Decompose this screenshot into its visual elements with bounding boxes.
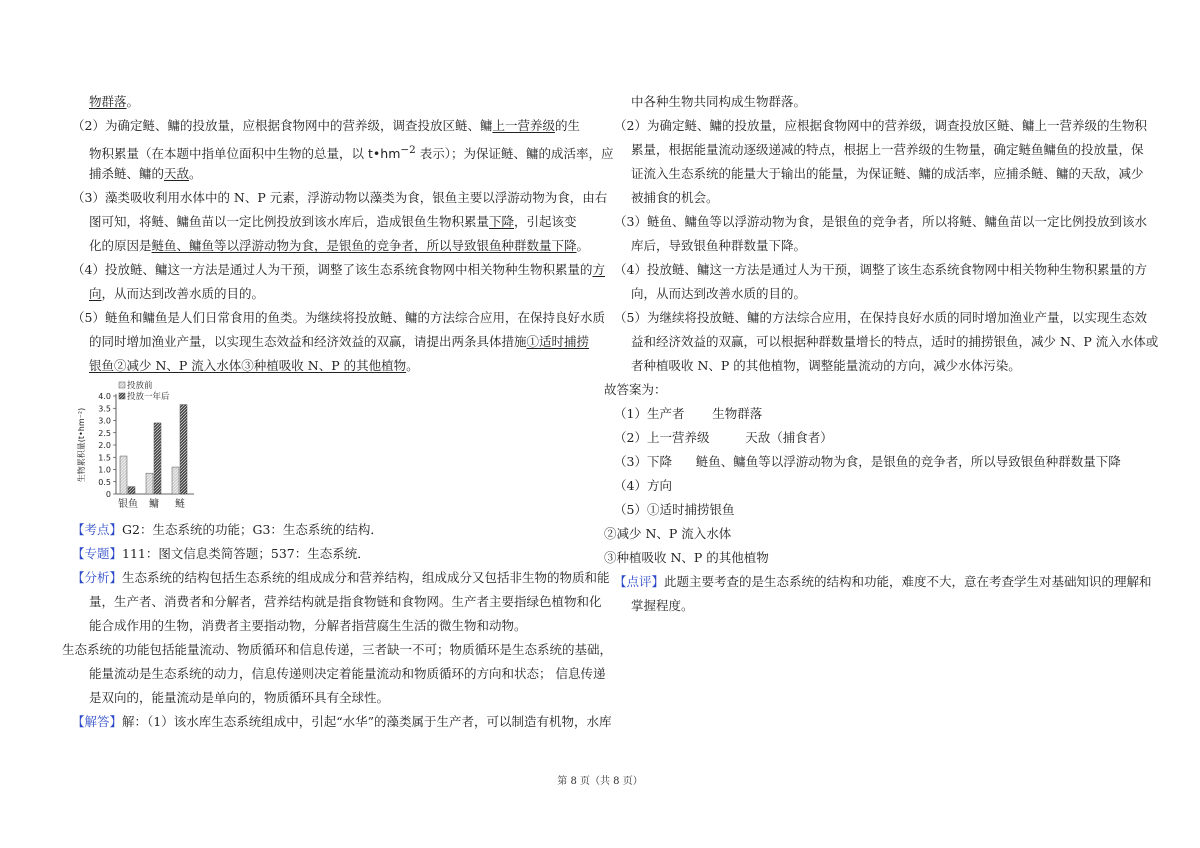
y-tick-label: 2.0 (98, 441, 111, 450)
q2-line-2: 物积累量（在本题中指单位面积中生物的总量，以 $t•hm^{-2}$ 表示）；为保证鲢、鳙的成活率，应 (89, 144, 614, 162)
bar-after (128, 487, 135, 494)
answer-blank: 上一营养级 (492, 118, 555, 133)
x-category-label: 银鱼 (118, 499, 138, 510)
answer-2: （2）上一营养级 天敌（捕食者） (614, 430, 833, 445)
r2-line-3: 证流入生态系统的能量大于输出的能量，为保证鲢、鳙的成活率，应捕杀鲢、鳙的天敌，减少 (631, 166, 1144, 181)
function-line-1: 生态系统的功能包括能量流动、物质循环和信息传递，三者缺一不可；物质循环是生态系统的基础， (62, 642, 613, 657)
q4-line-1: （4）投放鲢、鳙这一方法是通过人为干预，调整了该生态系统食物网中相关物种生物积累量的方 (72, 262, 605, 277)
q2-line-3: 捕杀鲢、鳙的天敌。 (89, 166, 202, 181)
q3-line-2: 图可知，将鲢、鳙鱼苗以一定比例投放到该水库后，造成银鱼生物积累量下降，引起该变 (89, 214, 577, 229)
r5-line-1: （5）为继续将投放鲢、鳙的方法综合应用，在保持良好水质的同时增加渔业产量，以实现生态效 (614, 310, 1147, 325)
r2-line-1: （2）为确定鲢、鳙的投放量，应根据食物网中的营养级，调查投放区鲢、鳙上一营养级的生物积 (614, 118, 1147, 133)
answer-blank: 方 (592, 262, 605, 277)
y-tick-label: 3.0 (98, 416, 111, 426)
function-line-3: 是双向的，能量流动是单向的，物质循环具有全球性。 (89, 690, 390, 705)
bar-after (154, 423, 161, 494)
fenxi-line-2: 量，生产者、消费者和分解者，营养结构就是指食物链和食物网。生产者主要指绿色植物和化 (89, 594, 602, 609)
x-category-label: 鳙 (149, 499, 159, 510)
kaodian-tag: 【考点】 (72, 522, 123, 537)
y-tick-label: 0 (105, 490, 111, 499)
jieda-line: 【解答】解：（1）该水库生态系统组成中，引起“水华”的藻类属于生产者，可以制造有机物，水库 (72, 714, 612, 729)
dianping-tag: 【点评】 (614, 574, 665, 589)
answer-heading: 故答案为： (604, 382, 667, 397)
r2-line-4: 被捕食的机会。 (631, 190, 719, 205)
x-category-label: 鲢 (175, 499, 185, 510)
paragraph-1-continuation: 物群落。 (89, 94, 140, 109)
q5-line-3: 银鱼②减少 N、P 流入水体③种植吸收 N、P 的其他植物。 (89, 358, 419, 373)
r2-line-2: 累量，根据能量流动逐级递减的特点，根据上一营养级的生物量，确定鲢鱼鳙鱼的投放量，保 (631, 142, 1144, 157)
r3-line-2: 库后，导致银鱼种群数量下降。 (631, 238, 807, 253)
legend-swatch (119, 382, 125, 388)
y-tick-label: 4.0 (98, 392, 111, 401)
answer-1: （1）生产者 生物群落 (614, 406, 763, 421)
fenxi-line-1: 【分析】生态系统的结构包括生态系统的组成成分和营养结构，组成成分又包括非生物的物质和能 (72, 570, 610, 585)
y-tick-label: 0.5 (98, 477, 111, 487)
answer-blank: 向 (89, 286, 102, 301)
q2-line-1: （2）为确定鲢、鳙的投放量，应根据食物网中的营养级，调查投放区鲢、鳙上一营养级的生 (72, 118, 580, 133)
jieda-tag: 【解答】 (72, 714, 123, 729)
r4-line-1: （4）投放鲢、鳙这一方法是通过人为干预，调整了该生态系统食物网中相关物种生物积累量的方 (614, 262, 1147, 277)
y-tick-label: 3.5 (98, 404, 111, 414)
dianping-line-2: 掌握程度。 (631, 598, 694, 613)
answer-blank: ①适时捕捞 (526, 334, 590, 349)
r3-line-1: （3）鲢鱼、鳙鱼等以浮游动物为食，是银鱼的竞争者，所以将鲢、鳙鱼苗以一定比例投放到该水 (614, 214, 1147, 229)
answer-4: （4）方向 (614, 478, 672, 493)
answer-blank: 下降 (489, 214, 515, 229)
zhuanti-line: 【专题】111：图文信息类简答题；537：生态系统． (72, 546, 370, 561)
legend-label: 投放一年后 (127, 392, 170, 402)
bar-before (172, 467, 179, 494)
bar-after (180, 405, 187, 494)
zhuanti-tag: 【专题】 (72, 546, 123, 561)
fenxi-tag: 【分析】 (72, 570, 123, 585)
legend-label: 投放前 (127, 381, 153, 391)
legend-swatch (119, 393, 125, 399)
answer-blank: 银鱼②减少 N、P 流入水体③种植吸收 N、P 的其他植物 (89, 358, 407, 373)
function-line-2: 能量流动是生态系统的动力，信息传递则决定着能量流动和物质循环的方向和状态； 信息传递 (89, 666, 606, 681)
y-tick-label: 1.0 (98, 465, 111, 475)
answer-5: （5）①适时捕捞银鱼 (614, 502, 735, 517)
q3-line-1: （3）藻类吸收利用水体中的 N、P 元素，浮游动物以藻类为食，银鱼主要以浮游动物为食，由右 (72, 190, 608, 205)
q5-line-1: （5）鲢鱼和鳙鱼是人们日常食用的鱼类。为继续将投放鲢、鳙的方法综合应用，在保持良好水质 (72, 310, 605, 325)
answer-5c: ③种植吸收 N、P 的其他植物 (604, 550, 769, 565)
bar-before (120, 456, 127, 494)
page-footer: 第 8 页（共 8 页） (557, 776, 643, 787)
r1-line: 中各种生物共同构成生物群落。 (631, 94, 807, 109)
y-tick-label: 2.5 (98, 428, 111, 438)
y-axis-label: 生物累积量(t•hm⁻²) (77, 407, 86, 483)
r5-line-3: 者种植吸收 N、P 的其他植物，调整能量流动的方向，减少水体污染。 (631, 358, 1021, 373)
dianping-line-1: 【点评】此题主要考查的是生态系统的结构和功能，难度不大，意在考查学生对基础知识的理解和 (614, 574, 1152, 589)
y-tick-label: 1.5 (98, 453, 111, 463)
bar-before (146, 473, 153, 494)
r5-line-2: 益和经济效益的双赢，可以根据种群数量增长的特点，适时的捕捞银鱼，减少 N、P 流入水体或 (631, 334, 1159, 349)
left-column (62, 90, 614, 734)
q4-line-2: 向，从而达到改善水质的目的。 (89, 286, 265, 301)
answer-blank: 鲢鱼、鳙鱼等以浮游动物为食，是银鱼的竞争者，所以导致银鱼种群数量下降 (151, 238, 577, 253)
right-column (604, 90, 1159, 618)
q3-line-3: 化的原因是鲢鱼、鳙鱼等以浮游动物为食，是银鱼的竞争者，所以导致银鱼种群数量下降。 (89, 238, 590, 253)
bar-chart-svg (72, 382, 222, 514)
kaodian-line: 【考点】G2：生态系统的功能；G3：生态系统的结构． (72, 522, 383, 537)
r4-line-2: 向，从而达到改善水质的目的。 (631, 286, 807, 301)
answer-3: （3）下降 鲢鱼、鳙鱼等以浮游动物为食，是银鱼的竞争者，所以导致银鱼种群数量下降 (614, 454, 1121, 469)
answer-5b: ②减少 N、P 流入水体 (604, 526, 732, 541)
fenxi-line-3: 能合成作用的生物，消费者主要指动物，分解者指营腐生生活的微生物和动物。 (89, 618, 527, 633)
q5-line-2: 的同时增加渔业产量，以实现生态效益和经济效益的双赢，请提出两条具体措施①适时捕捞 (89, 334, 590, 349)
answer-blank: 天敌 (164, 166, 190, 181)
biomass-chart (72, 378, 600, 518)
